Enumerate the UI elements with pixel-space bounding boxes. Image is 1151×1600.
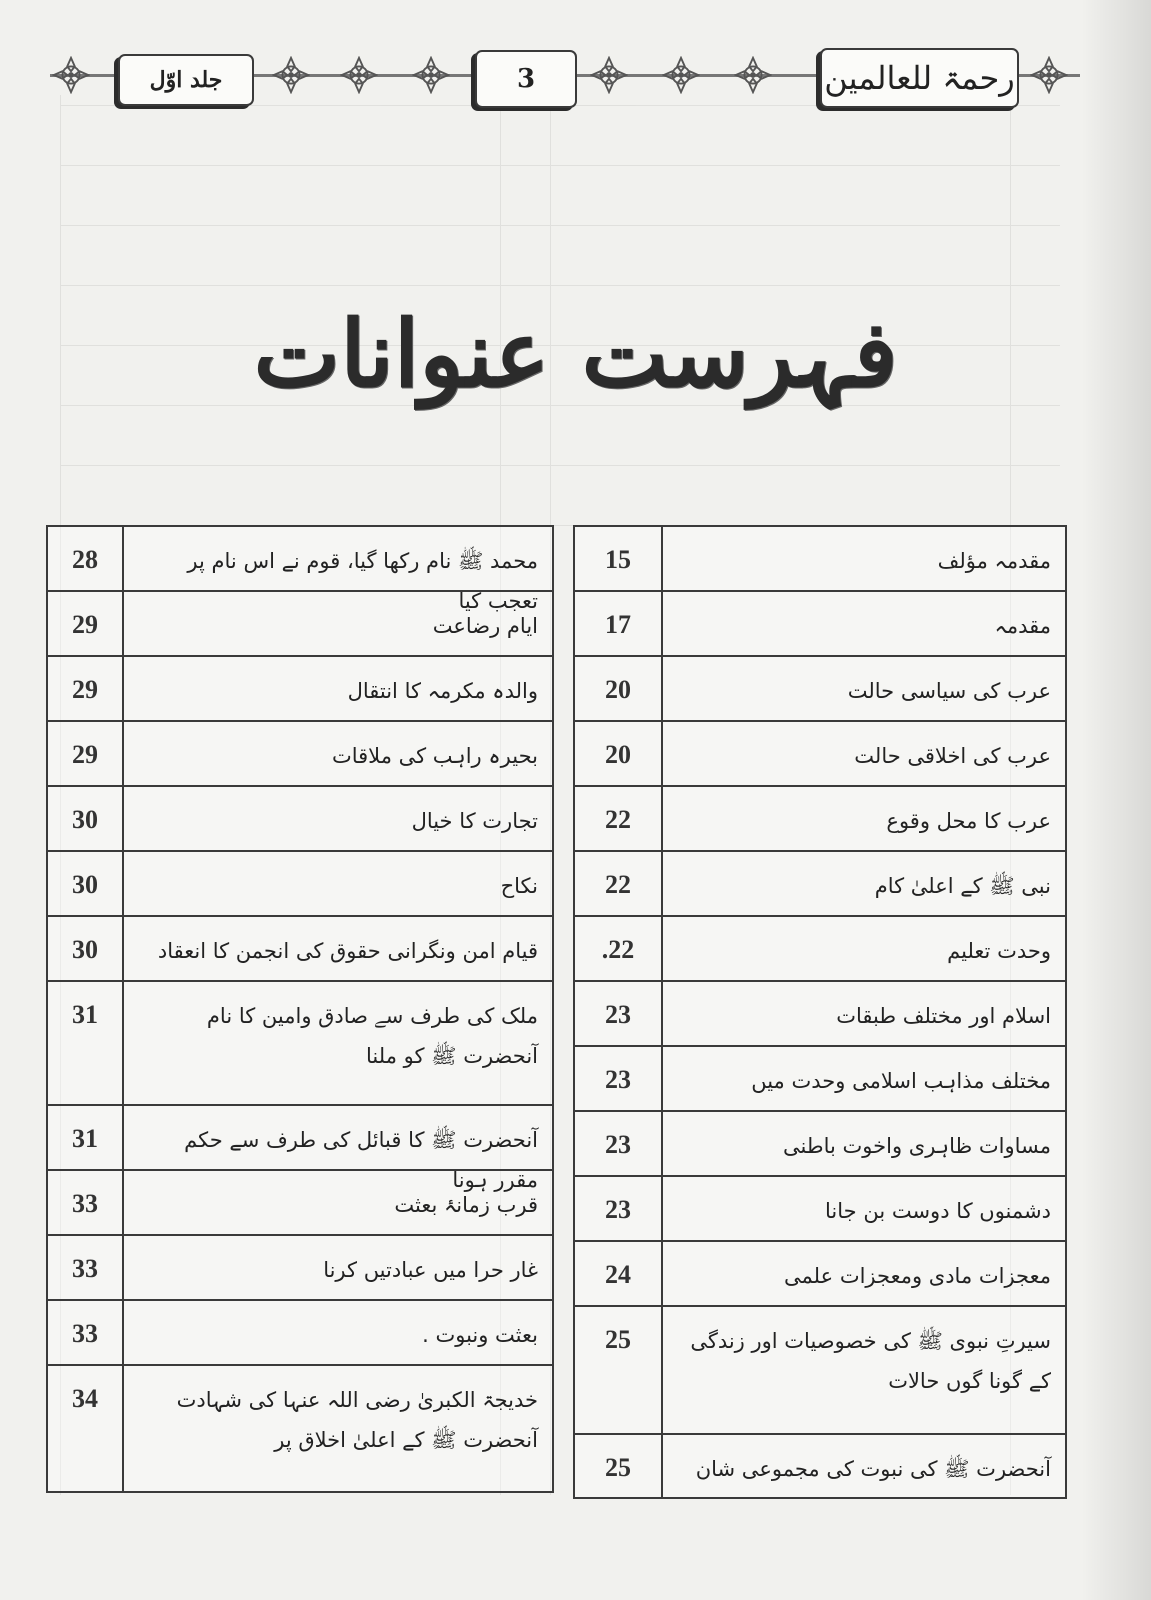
toc-entry-title: آنحضرت ﷺ کا قبائل کی طرف سے حکم مقرر ہونا	[184, 1128, 538, 1192]
toc-entry-title: مقدمہ مؤلف	[937, 549, 1051, 573]
toc-entry-page: 24	[575, 1242, 663, 1305]
toc-entry-title: آنحضرت ﷺ کی نبوت کی مجموعی شان	[695, 1457, 1051, 1481]
toc-row	[48, 1106, 552, 1192]
toc-entry-page: 20	[575, 722, 663, 785]
toc-entry-title: ایام رضاعت	[432, 614, 538, 638]
toc-entry-title: سیرتِ نبوی ﷺ کی خصوصیات اور زندگی کے گونا گوں حالات	[690, 1329, 1051, 1393]
page-edge-shadow	[1081, 0, 1151, 1600]
toc-entry-title: معجزات مادی ومعجزات علمی	[784, 1264, 1051, 1288]
toc-entry-title: والدہ مکرمہ کا انتقال	[347, 679, 538, 703]
toc-row	[575, 1177, 1065, 1242]
toc-entry-page: 30	[48, 852, 124, 915]
toc-row	[575, 1047, 1065, 1112]
toc-entry-title: بحیرہ راہب کی ملاقات	[331, 744, 538, 768]
toc-row	[48, 982, 552, 1106]
toc-row	[575, 1112, 1065, 1177]
toc-row	[48, 917, 552, 982]
floral-ornament-icon	[590, 56, 628, 94]
toc-entry-title: وحدت تعلیم	[947, 939, 1051, 963]
toc-entry-page: 23	[575, 982, 663, 1045]
toc-entry-page: 15	[575, 527, 663, 590]
toc-row	[48, 787, 552, 852]
toc-entry-page: 22	[575, 787, 663, 850]
toc-entry-page: 34	[48, 1366, 124, 1491]
floral-ornament-icon	[412, 56, 450, 94]
toc-row	[48, 1301, 552, 1366]
toc-entry-title: مختلف مذاہب اسلامی وحدت میں	[751, 1069, 1051, 1093]
page-title: فہرست عنوانات	[253, 300, 898, 408]
toc-entry-page: 23	[575, 1047, 663, 1110]
floral-ornament-icon	[662, 56, 700, 94]
toc-table-right	[573, 525, 1067, 1499]
toc-entry-title: عرب کی سیاسی حالت	[847, 679, 1051, 703]
toc-entry-title: قرب زمانۂ بعثت	[394, 1193, 538, 1217]
toc-row	[575, 917, 1065, 982]
toc-entry-page: 28	[48, 527, 124, 590]
toc-entry-title: محمد ﷺ نام رکھا گیا، قوم نے اس نام پر تعجب کیا	[187, 549, 538, 613]
toc-row	[575, 657, 1065, 722]
toc-entry-page: 17	[575, 592, 663, 655]
toc-entry-page: 29	[48, 657, 124, 720]
toc-entry-title: مقدمہ	[994, 614, 1051, 638]
toc-entry-page: 20	[575, 657, 663, 720]
toc-row	[48, 527, 552, 613]
toc-entry-title: عرب کی اخلاقی حالت	[854, 744, 1051, 768]
toc-row	[575, 982, 1065, 1047]
toc-entry-page: 31	[48, 1106, 124, 1169]
toc-entry-page: 33	[48, 1171, 124, 1234]
toc-row	[48, 592, 552, 657]
toc-entry-title: تجارت کا خیال	[411, 809, 538, 833]
toc-row	[48, 852, 552, 917]
toc-entry-page: 23	[575, 1112, 663, 1175]
toc-row	[48, 1366, 552, 1491]
toc-entry-page: 29	[48, 592, 124, 655]
toc-entry-title: ملک کی طرف سے صادق وامین کا نام آنحضرت ﷺ کو ملنا	[206, 1004, 538, 1068]
toc-entry-title: بعثت ونبوت .	[422, 1323, 538, 1347]
floral-ornament-icon	[272, 56, 310, 94]
toc-row	[575, 1435, 1065, 1497]
toc-entry-page: 25	[575, 1307, 663, 1433]
toc-entry-page: 29	[48, 722, 124, 785]
toc-entry-title: خدیجۃ الکبریٰ رضی اللہ عنہا کی شہادت آنحضرت ﷺ کے اعلیٰ اخلاق پر	[176, 1388, 538, 1452]
page-number: 3	[475, 50, 577, 108]
toc-row	[575, 592, 1065, 657]
toc-entry-title: نکاح	[500, 874, 538, 898]
toc-entry-page: 23	[575, 1177, 663, 1240]
toc-entry-title: عرب کا محل وقوع	[886, 809, 1051, 833]
toc-entry-page: 30	[48, 787, 124, 850]
book-title: رحمۃ للعالمین	[820, 48, 1019, 108]
toc-entry-page: 30	[48, 917, 124, 980]
floral-ornament-icon	[1030, 56, 1068, 94]
toc-entry-title: اسلام اور مختلف طبقات	[836, 1004, 1051, 1028]
toc-entry-title: دشمنوں کا دوست بن جانا	[825, 1199, 1051, 1223]
toc-table-left	[46, 525, 554, 1493]
toc-row	[48, 657, 552, 722]
toc-entry-page: 33	[48, 1301, 124, 1364]
toc-row	[48, 1236, 552, 1301]
toc-entry-page: 22	[575, 852, 663, 915]
toc-entry-title: مساوات ظاہری واخوت باطنی	[783, 1134, 1051, 1158]
toc-row	[575, 722, 1065, 787]
toc-row	[575, 1242, 1065, 1307]
toc-row	[48, 1171, 552, 1236]
toc-entry-title: قیام امن ونگرانی حقوق کی انجمن کا انعقاد	[157, 939, 538, 963]
toc-entry-title: نبی ﷺ کے اعلیٰ کام	[874, 874, 1051, 898]
toc-row	[575, 852, 1065, 917]
toc-entry-page: 25	[575, 1435, 663, 1497]
toc-entry-page: 33	[48, 1236, 124, 1299]
toc-row	[575, 1307, 1065, 1435]
volume-label: جلد اوّل	[118, 54, 254, 106]
floral-ornament-icon	[52, 56, 90, 94]
toc-entry-page: 31	[48, 982, 124, 1104]
toc-entry-page: .22	[575, 917, 663, 980]
page-header	[50, 44, 1080, 106]
floral-ornament-icon	[340, 56, 378, 94]
toc-row	[48, 722, 552, 787]
toc-row	[575, 527, 1065, 592]
toc-entry-title: غار حرا میں عبادتیں کرنا	[323, 1258, 538, 1282]
floral-ornament-icon	[734, 56, 772, 94]
toc-row	[575, 787, 1065, 852]
